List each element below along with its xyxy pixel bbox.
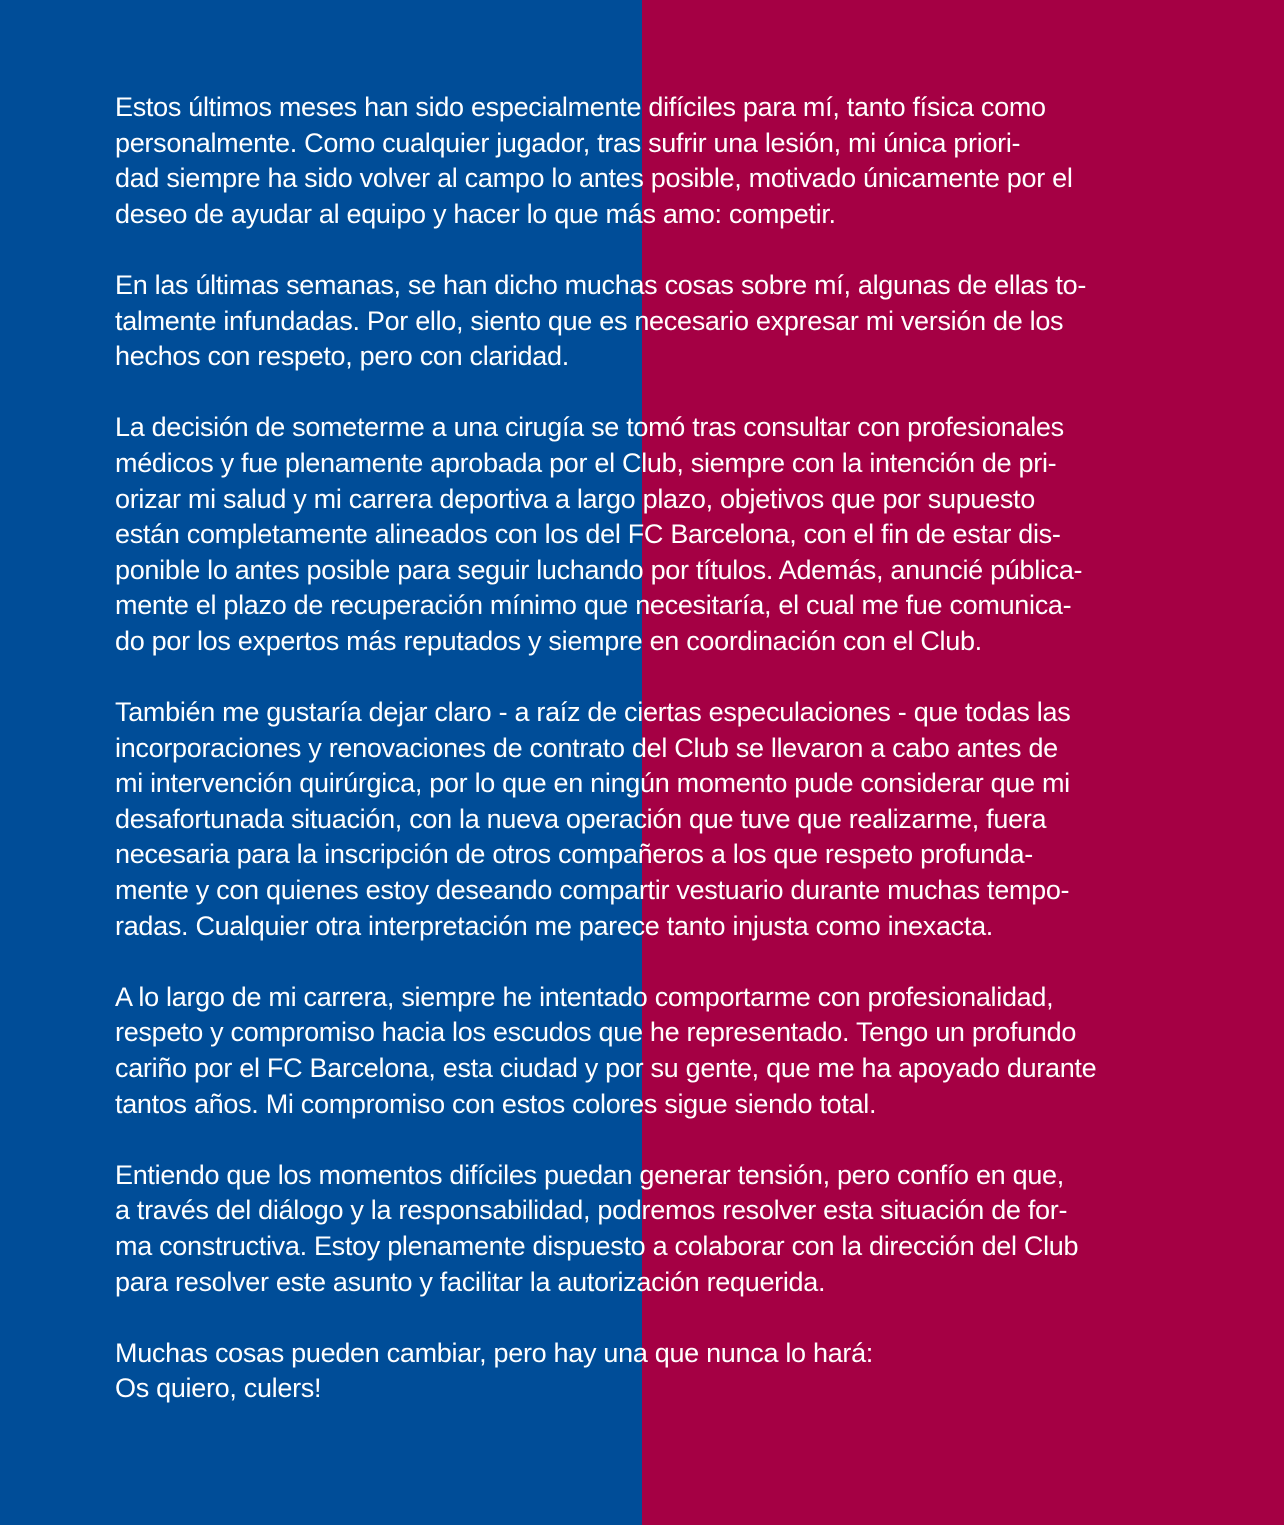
text-line: mente y con quienes estoy deseando compartir vestuario durante muchas tempo- — [115, 875, 1070, 906]
text-line: Muchas cosas pueden cambiar, pero hay una que nunca lo hará: — [115, 1337, 874, 1368]
text-line: do por los expertos más reputados y siempre en coordinación con el Club. — [115, 625, 982, 656]
text-line: mi intervención quirúrgica, por lo que en ningún momento pude considerar que mi — [115, 768, 1070, 799]
text-line: Entiendo que los momentos difíciles puedan generar tensión, pero confío en que, — [115, 1159, 1064, 1190]
paragraph-4 — [115, 695, 1195, 944]
text-line: desafortunada situación, con la nueva operación que tuve que realizarme, fuera — [115, 803, 1047, 834]
text-line: Estos últimos meses han sido especialmente difíciles para mí, tanto física como — [115, 92, 1046, 122]
text-line: personalmente. Como cualquier jugador, tras sufrir una lesión, mi única priori- — [115, 127, 1021, 158]
text-line: incorporaciones y renovaciones de contrato del Club se llevaron a cabo antes de — [115, 732, 1058, 763]
text-line: A lo largo de mi carrera, siempre he intentado comportarme con profesionalidad, — [115, 981, 1054, 1012]
text-line: necesaria para la inscripción de otros compañeros a los que respeto profunda- — [115, 839, 1033, 870]
text-line: tantos años. Mi compromiso con estos colores sigue siendo total. — [115, 1088, 877, 1119]
paragraph-2 — [115, 268, 1195, 375]
paragraph-5 — [115, 980, 1195, 1122]
closing-line: Os quiero, culers! — [115, 1373, 322, 1404]
paragraph-7 — [115, 1336, 1195, 1407]
text-line: ma constructiva. Estoy plenamente dispuesto a colaborar con la dirección del Club — [115, 1231, 1079, 1261]
text-line: respeto y compromiso hacia los escudos que he representado. Tengo un profundo — [115, 1017, 1077, 1048]
text-line: a través del diálogo y la responsabilidad, podremos resolver esta situación de for- — [115, 1195, 1068, 1226]
text-line: cariño por el FC Barcelona, esta ciudad y por su gente, que me ha apoyado durante — [115, 1053, 1097, 1084]
text-line: dad siempre ha sido volver al campo lo antes posible, motivado únicamente por el — [115, 163, 1073, 194]
text-line: orizar mi salud y mi carrera deportiva a largo plazo, objetivos que por supuesto — [115, 483, 1035, 514]
text-line: talmente infundadas. Por ello, siento que es necesario expresar mi versión de los — [115, 305, 1064, 336]
text-line: En las últimas semanas, se han dicho muchas cosas sobre mí, algunas de ellas to- — [115, 269, 1087, 300]
text-line: para resolver este asunto y facilitar la autorización requerida. — [115, 1266, 826, 1297]
text-line: hechos con respeto, pero con claridad. — [115, 341, 569, 372]
text-line: están completamente alineados con los del FC Barcelona, con el fin de estar dis- — [115, 519, 1061, 550]
text-line: mente el plazo de recuperación mínimo que necesitaría, el cual me fue comunica- — [115, 590, 1072, 621]
text-line: radas. Cualquier otra interpretación me parece tanto injusta como inexacta. — [115, 910, 993, 941]
statement-text — [115, 90, 1195, 1443]
text-line: médicos y fue plenamente aprobada por el Club, siempre con la intención de pri- — [115, 447, 1057, 478]
paragraph-6 — [115, 1158, 1195, 1300]
paragraph-1 — [115, 90, 1195, 232]
text-line: deseo de ayudar al equipo y hacer lo que más amo: competir. — [115, 198, 836, 229]
text-line: ponible lo antes posible para seguir luchando por títulos. Además, anuncié pública- — [115, 554, 1083, 585]
text-line: La decisión de someterme a una cirugía se tomó tras consultar con profesionales — [115, 412, 1064, 443]
text-line: También me gustaría dejar claro - a raíz de ciertas especulaciones - que todas las — [115, 697, 1071, 728]
paragraph-3 — [115, 410, 1195, 659]
